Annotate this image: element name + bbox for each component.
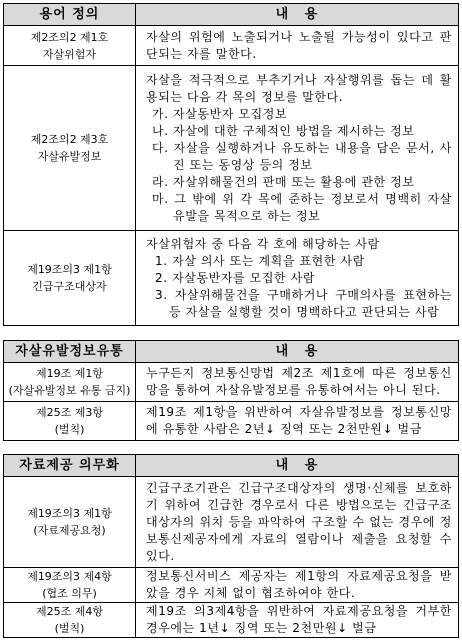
list-item: 나. 자살에 대한 구체적인 방법을 제시하는 정보 bbox=[152, 123, 415, 138]
header-term-cell bbox=[4, 455, 135, 476]
article-cell bbox=[4, 568, 135, 602]
term-label: (자료제공요청) bbox=[33, 524, 106, 537]
article-ref: 제19조의3 제1항 bbox=[27, 507, 112, 520]
content-cell bbox=[136, 26, 458, 65]
article-ref: 제2조의2 제3호 bbox=[30, 133, 109, 146]
header-content-cell bbox=[136, 455, 458, 476]
article-ref: 제25조 제4항 bbox=[36, 605, 103, 618]
article-ref: 제19조의3 제4항 bbox=[27, 570, 112, 583]
content-cell bbox=[136, 568, 458, 602]
term-label: 긴급구조대상자 bbox=[32, 280, 107, 293]
row-content: 정보통신서비스 제공자는 제1항의 자료제공요청을 받았을 경우 지체 없이 협조하여야 한다. bbox=[146, 569, 452, 600]
content-cell bbox=[136, 603, 458, 637]
article-cell bbox=[4, 26, 135, 65]
list-item: 라. 자살위해물건의 판매 또는 활용에 관한 정보 bbox=[152, 174, 415, 189]
term-label: (벌칙) bbox=[54, 423, 85, 436]
article-cell bbox=[4, 66, 135, 230]
definitions-table bbox=[3, 3, 459, 326]
list-item: 마. 그 밖에 위 각 목에 준하는 정보로서 명백히 자살 유발을 목적으로 하는 정보 bbox=[152, 191, 452, 223]
item-list bbox=[146, 106, 452, 225]
item-list bbox=[146, 253, 452, 321]
header-term-label: 자료제공 의무화 bbox=[19, 458, 120, 473]
row-content: 제19조 제1항을 위반하여 자살유발정보를 정보통신망에 유통한 사람은 2년↓ 징역 또는 2천만원↓ 벌금 bbox=[146, 405, 452, 436]
header-content-cell bbox=[136, 4, 458, 25]
header-term-label: 용어 정의 bbox=[39, 7, 100, 22]
article-ref: 제25조 제3항 bbox=[36, 406, 103, 419]
header-content-label: 내 용 bbox=[275, 458, 319, 473]
content-cell bbox=[136, 66, 458, 230]
term-label: (벌칙) bbox=[54, 622, 85, 635]
article-cell bbox=[4, 363, 135, 401]
header-content-label: 내 용 bbox=[275, 7, 319, 22]
list-item: 가. 자살동반자 모집정보 bbox=[152, 106, 288, 121]
row-content: 자살의 위험에 노출되거나 노출될 가능성이 있다고 판단되는 자를 말한다. bbox=[146, 29, 452, 61]
content-cell bbox=[136, 477, 458, 567]
header-term-cell bbox=[4, 4, 135, 25]
term-label: (자살유발정보 유통 금지) bbox=[8, 384, 131, 397]
article-cell bbox=[4, 231, 135, 325]
list-item: 3. 자살위해물건을 구매하거나 구매의사를 표현하는 등 자살을 실행할 것이 명백하다고 판단되는 사람 bbox=[155, 287, 452, 319]
content-cell bbox=[136, 402, 458, 440]
row-content: 자살위험자 중 다음 각 호에 해당하는 사람 bbox=[146, 236, 380, 251]
row-content: 자살을 적극적으로 부추기거나 자살행위를 돕는 데 활용되는 다음 각 목의 정보를 말한다. bbox=[146, 72, 452, 104]
article-ref: 제2조의2 제1호 bbox=[30, 30, 109, 44]
term-label: (협조 의무) bbox=[42, 587, 97, 600]
header-term-label: 자살유발정보유통 bbox=[15, 344, 124, 359]
article-cell bbox=[4, 603, 135, 637]
term-label: 자살유발정보 bbox=[37, 150, 102, 163]
header-term-cell bbox=[4, 341, 135, 362]
row-content: 긴급구조기관은 긴급구조대상자의 생명·신체를 보호하기 위하여 긴급한 경우로서 다른 방법으로는 긴급구조대상자의 위치 등을 파악하여 구조할 수 없는 경우에 정보통신제공자에게 자료의 열람이나 제출을 요청할 수 있다. bbox=[146, 480, 452, 563]
header-content-cell bbox=[136, 341, 458, 362]
distribution-table bbox=[3, 340, 459, 441]
content-cell bbox=[136, 231, 458, 325]
term-label: 자살위험자 bbox=[42, 47, 97, 61]
content-cell bbox=[136, 363, 458, 401]
row-content: 제19조 의3제4항을 위반하여 자료제공요청을 거부한 경우에는 1년↓ 징역 또는 2천만원↓ 벌금 bbox=[146, 604, 452, 635]
article-ref: 제19조의3 제1항 bbox=[27, 263, 112, 276]
list-item: 다. 자살을 실행하거나 유도하는 내용을 담은 문서, 사진 또는 동영상 등의 정보 bbox=[152, 140, 452, 172]
row-content: 누구든지 정보통신망법 제2조 제1호에 따른 정보통신망을 통하여 자살유발정보를 유통하여서는 아니 된다. bbox=[146, 366, 452, 397]
article-cell bbox=[4, 477, 135, 567]
list-item: 2. 자살동반자를 모집한 사람 bbox=[155, 270, 316, 285]
article-ref: 제19조 제1항 bbox=[36, 367, 103, 380]
list-item: 1. 자살 의사 또는 계획을 표현한 사람 bbox=[155, 253, 365, 268]
article-cell bbox=[4, 402, 135, 440]
data-provision-table bbox=[3, 454, 459, 638]
header-content-label: 내 용 bbox=[275, 344, 319, 359]
